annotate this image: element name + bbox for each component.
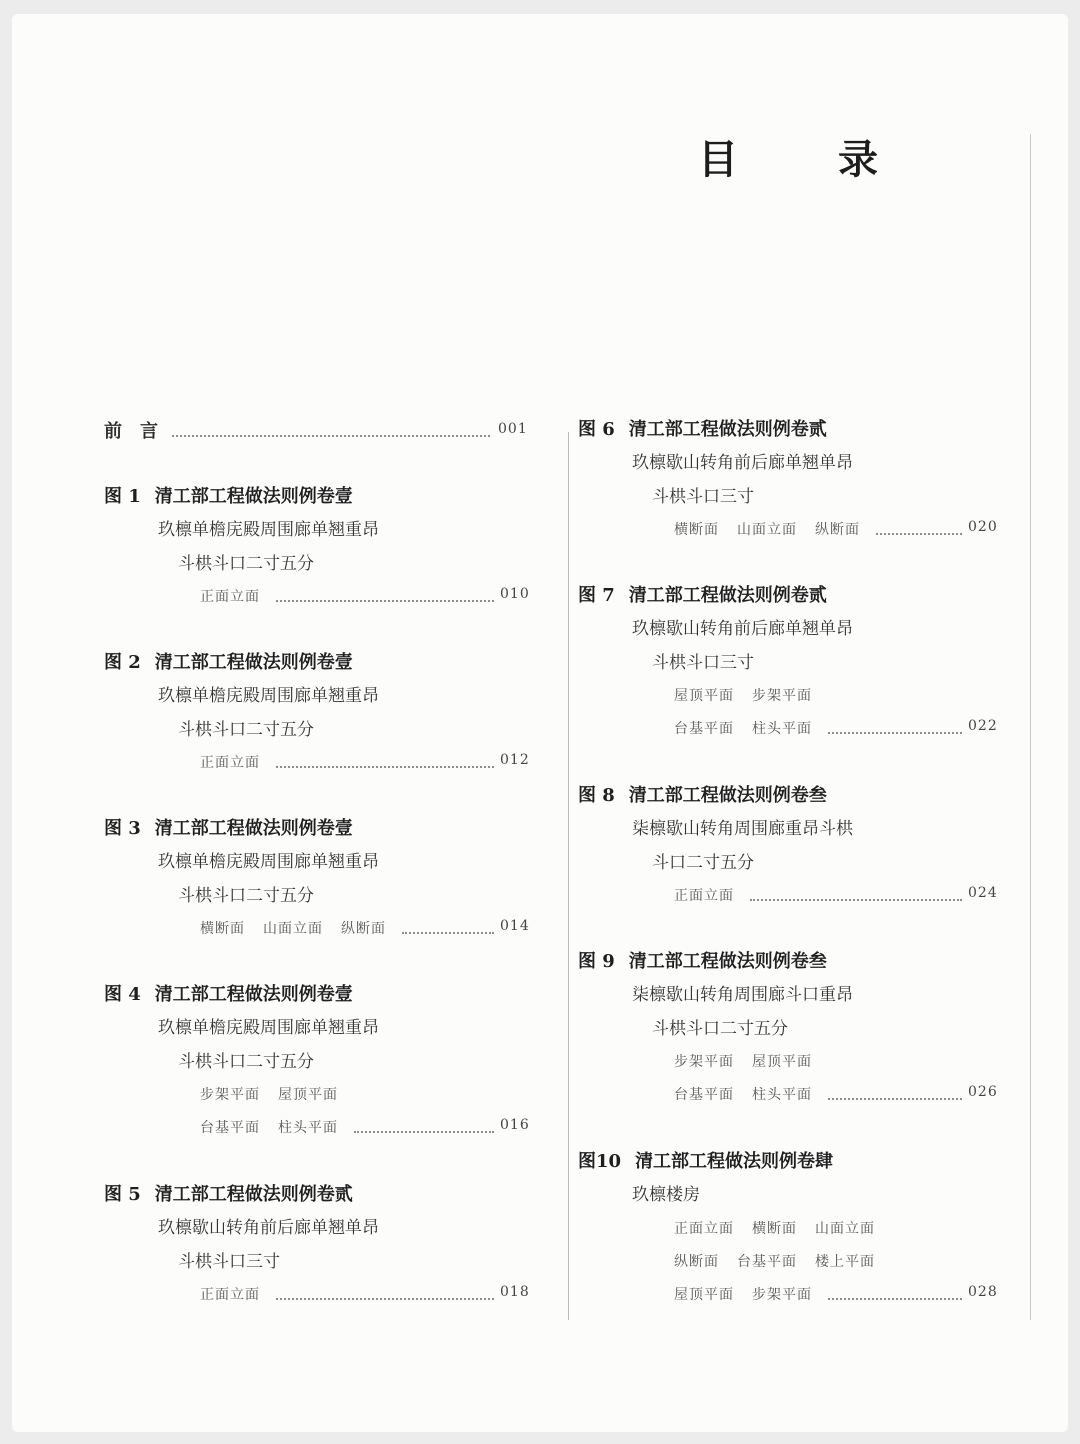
view-label: 台基平面 <box>674 1087 734 1104</box>
preface-label: 前 言 <box>104 421 158 442</box>
page-number: 012 <box>500 751 530 768</box>
view-label: 正面立面 <box>674 887 734 904</box>
figure-heading <box>104 652 353 674</box>
bracket-spec: 斗栱斗口二寸五分 <box>178 885 314 906</box>
page-edge-rule <box>1030 134 1031 1320</box>
view-label: 纵断面 <box>341 920 386 937</box>
view-list <box>200 1084 356 1106</box>
view-label: 步架平面 <box>752 1287 812 1304</box>
building-name: 玖檩歇山转角前后廊单翘单昂 <box>632 453 853 474</box>
figure-heading <box>578 951 827 973</box>
page-number: 014 <box>500 917 530 934</box>
figure-heading <box>578 585 827 607</box>
building-name: 玖檩单檐庑殿周围廊单翘重昂 <box>158 1018 379 1039</box>
building-name: 柒檩歇山转角周围廊斗口重昂 <box>632 985 853 1006</box>
figure-number: 图 2 <box>104 652 141 673</box>
view-list <box>200 586 278 608</box>
view-list <box>674 1251 893 1273</box>
title-char-1: 目 <box>698 135 738 183</box>
page-number: 024 <box>968 884 998 901</box>
figure-number: 图 8 <box>578 785 615 806</box>
view-label: 正面立面 <box>674 1220 734 1237</box>
figure-number: 图 3 <box>104 818 141 839</box>
view-label: 柱头平面 <box>752 1087 812 1104</box>
figure-heading <box>104 486 353 508</box>
leader-dots <box>750 879 962 901</box>
view-list <box>674 885 752 907</box>
view-label: 横断面 <box>752 1220 797 1237</box>
view-label: 楼上平面 <box>815 1253 875 1270</box>
view-list <box>674 1218 893 1240</box>
view-list <box>674 685 830 707</box>
volume-title: 清工部工程做法则例卷壹 <box>154 984 353 1005</box>
volume-title: 清工部工程做法则例卷贰 <box>628 585 827 606</box>
view-list <box>674 718 830 740</box>
view-list <box>200 752 278 774</box>
figure-number: 图 7 <box>578 585 615 606</box>
building-name: 玖檩单檐庑殿周围廊单翘重昂 <box>158 520 379 541</box>
figure-heading <box>578 785 827 807</box>
view-label: 屋顶平面 <box>752 1053 812 1070</box>
view-label: 山面立面 <box>815 1220 875 1237</box>
figure-heading <box>104 984 353 1006</box>
volume-title: 清工部工程做法则例卷壹 <box>154 486 353 507</box>
view-label: 正面立面 <box>200 754 260 771</box>
building-name: 玖檩楼房 <box>632 1185 700 1206</box>
leader-dots <box>276 580 494 602</box>
leader-dots <box>828 712 962 734</box>
leader-dots <box>876 513 962 535</box>
bracket-spec: 斗栱斗口三寸 <box>178 1251 280 1272</box>
column-divider <box>568 432 569 1320</box>
figure-heading <box>578 1151 833 1173</box>
view-label: 正面立面 <box>200 588 260 605</box>
leader-dots <box>828 1078 962 1100</box>
view-label: 步架平面 <box>200 1086 260 1103</box>
view-label: 山面立面 <box>737 521 797 538</box>
leader-dots <box>276 746 494 768</box>
view-label: 步架平面 <box>674 1053 734 1070</box>
volume-title: 清工部工程做法则例卷贰 <box>628 419 827 440</box>
view-label: 横断面 <box>674 521 719 538</box>
page-number: 026 <box>968 1084 998 1101</box>
view-list <box>674 1084 830 1106</box>
preface-page: 001 <box>498 421 528 437</box>
bracket-spec: 斗栱斗口二寸五分 <box>178 1051 314 1072</box>
figure-heading <box>104 818 353 840</box>
view-label: 台基平面 <box>737 1253 797 1270</box>
page-number: 016 <box>500 1117 530 1134</box>
leader-dots <box>828 1278 962 1300</box>
figure-number: 图10 <box>578 1151 622 1172</box>
view-label: 正面立面 <box>200 1286 260 1303</box>
view-label: 柱头平面 <box>752 721 812 738</box>
bracket-spec: 斗栱斗口二寸五分 <box>178 553 314 574</box>
page-number: 020 <box>968 518 998 535</box>
building-name: 柒檩歇山转角周围廊重昂斗栱 <box>632 819 853 840</box>
leader-dots <box>276 1278 494 1300</box>
volume-title: 清工部工程做法则例卷壹 <box>154 652 353 673</box>
bracket-spec: 斗栱斗口三寸 <box>652 652 754 673</box>
volume-title: 清工部工程做法则例卷贰 <box>154 1184 353 1205</box>
volume-title: 清工部工程做法则例卷叁 <box>628 785 827 806</box>
view-list <box>674 1284 830 1306</box>
figure-number: 图 1 <box>104 486 141 507</box>
view-list <box>200 1284 278 1306</box>
bracket-spec: 斗口二寸五分 <box>652 852 754 873</box>
leader-dots <box>172 415 490 437</box>
view-label: 台基平面 <box>200 1120 260 1137</box>
view-list <box>200 1117 356 1139</box>
page-title <box>698 132 878 183</box>
building-name: 玖檩单檐庑殿周围廊单翘重昂 <box>158 852 379 873</box>
figure-number: 图 9 <box>578 951 615 972</box>
view-label: 台基平面 <box>674 721 734 738</box>
building-name: 玖檩歇山转角前后廊单翘单昂 <box>158 1218 379 1239</box>
figure-number: 图 5 <box>104 1184 141 1205</box>
volume-title: 清工部工程做法则例卷壹 <box>154 818 353 839</box>
figure-heading <box>104 1184 353 1206</box>
figure-number: 图 6 <box>578 419 615 440</box>
view-label: 步架平面 <box>752 687 812 704</box>
title-char-2: 录 <box>838 135 878 183</box>
page-number: 010 <box>500 585 530 602</box>
building-name: 玖檩单檐庑殿周围廊单翘重昂 <box>158 686 379 707</box>
view-label: 纵断面 <box>674 1253 719 1270</box>
view-label: 纵断面 <box>815 521 860 538</box>
view-label: 山面立面 <box>263 920 323 937</box>
volume-title: 清工部工程做法则例卷叁 <box>628 951 827 972</box>
view-label: 屋顶平面 <box>674 1287 734 1304</box>
page-number: 018 <box>500 1283 530 1300</box>
bracket-spec: 斗栱斗口二寸五分 <box>178 719 314 740</box>
view-list <box>200 918 404 940</box>
building-name: 玖檩歇山转角前后廊单翘单昂 <box>632 619 853 640</box>
view-list <box>674 519 878 541</box>
leader-dots <box>402 912 494 934</box>
figure-number: 图 4 <box>104 984 141 1005</box>
view-list <box>674 1051 830 1073</box>
bracket-spec: 斗栱斗口二寸五分 <box>652 1018 788 1039</box>
view-label: 柱头平面 <box>278 1120 338 1137</box>
leader-dots <box>354 1111 494 1133</box>
page-number: 028 <box>968 1284 998 1301</box>
view-label: 屋顶平面 <box>278 1086 338 1103</box>
bracket-spec: 斗栱斗口三寸 <box>652 486 754 507</box>
document-page <box>12 14 1068 1432</box>
volume-title: 清工部工程做法则例卷肆 <box>635 1151 834 1172</box>
page-number: 022 <box>968 718 998 735</box>
view-label: 屋顶平面 <box>674 687 734 704</box>
figure-heading <box>578 419 827 441</box>
view-label: 横断面 <box>200 920 245 937</box>
